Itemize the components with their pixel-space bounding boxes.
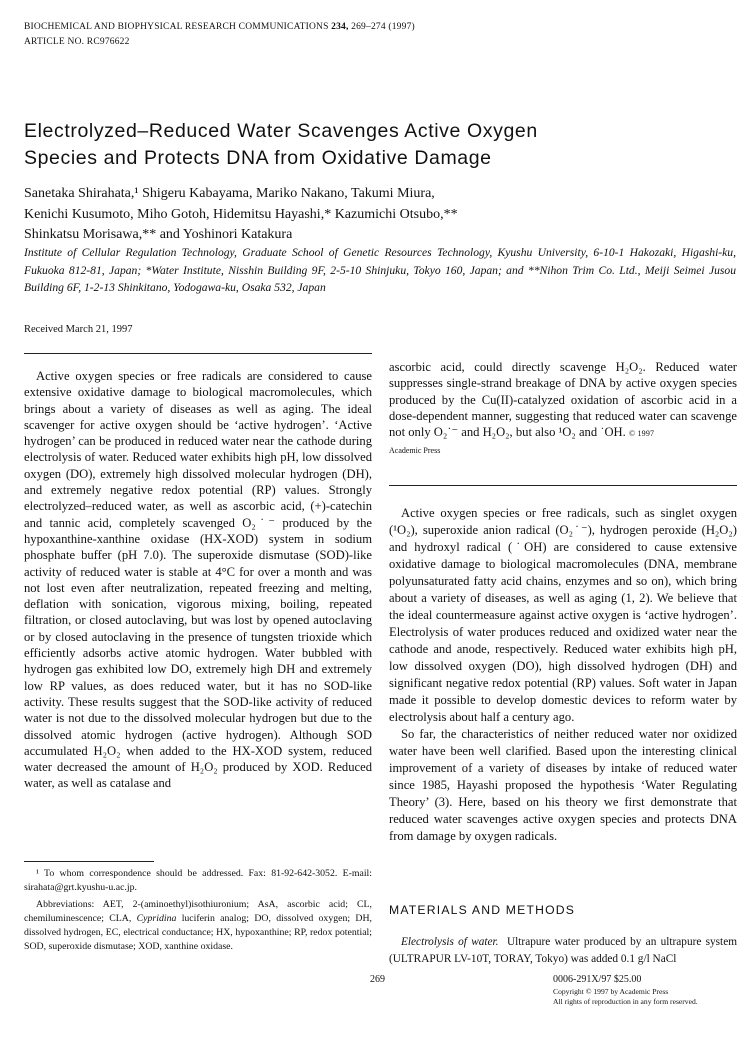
abstract-left-column [24, 368, 372, 792]
abbreviations-footnote [24, 898, 372, 955]
footer-copyright-line: Copyright © 1997 by Academic Press [553, 987, 669, 996]
paper-title [24, 118, 724, 172]
page-number: 269 [370, 974, 385, 985]
right-column-rule [389, 485, 737, 486]
abbrev-italic: Cypridina [136, 912, 177, 924]
journal-name: BIOCHEMICAL AND BIOPHYSICAL RESEARCH COMMUNICATIONS [24, 22, 329, 32]
introduction-body [389, 505, 737, 845]
methods-subhead: Electrolysis of water. [401, 936, 499, 948]
article-no-label: ARTICLE NO. [24, 37, 85, 47]
title-line-2: Species and Protects DNA from Oxidative Damage [24, 147, 492, 169]
journal-header [24, 22, 415, 32]
abstract-text-left: Active oxygen species or free radicals are considered to cause extensive oxidative damage to biological macromolecules, which brings about a variety of diseases as well as aging. The ideal scavenger for active oxygen should be ‘active hydrogen’. ‘Active hydrogen’ can be produced in reduced water near the cathode during electrolysis of water. Reduced water exhibits high pH, low dissolved oxygen (DO), extremely high dissolved molecular hydrogen (DH), and extremely negative redox potential (RP) values. Strongly electrolyzed–reduced water, as well as ascorbic acid, (+)-catechin and tannic acid, completely scavenged O₂˙⁻ produced by the hypoxanthine-xanthine oxidase (HX-XOD) system in sodium phosphate buffer (pH 7.0). The superoxide dismutase (SOD)-like activity of reduced water is stable at 4°C for over a month and was not lost even after neutralization, repeated freezing and melting, deflation with sonication, vigorous mixing, boiling, repeated filtration, or closed autoclaving, but was lost by opened autoclaving or by closed autoclaving in the presence of tungsten trioxide which efficiently adsorbs active atomic hydrogen. Water bubbled with hydrogen gas exhibited low DO, extremely high DH and extremely low RP values, as does reduced water, but it has no SOD-like activity. These results suggest that the SOD-like activity of reduced water is not due to the dissolved molecular hydrogen but due to the dissolved atomic hydrogen (active hydrogen). Although SOD accumulated H₂O₂ when added to the HX-XOD system, reduced water decreased the amount of H₂O₂ produced by XOD. Reduced water, as well as catalase and [24, 369, 372, 791]
section-heading-methods: MATERIALS AND METHODS [389, 903, 576, 917]
left-column-rule [24, 353, 372, 354]
author-line-2: Kenichi Kusumoto, Miho Gotoh, Hidemitsu Hayashi,* Kazumichi Otsubo,** [24, 206, 458, 222]
methods-body: Ultrapure water produced by an ultrapure system (ULTRAPUR LV-10T, TORAY, Tokyo) was added 0.1 g/l NaCl [389, 936, 737, 965]
abstract-continuation: ascorbic acid, could directly scavenge H₂O₂. Reduced water suppresses single-strand breakage of DNA by active oxygen species produced by the Cu(II)-catalyzed oxidation of ascorbic acid in a dose-dependent manner, suggesting that reduced water can scavenge not only O₂˙⁻ and H₂O₂, but also ¹O₂ and ˙OH. [389, 360, 737, 440]
article-no-value: RC976622 [86, 37, 130, 47]
abstract-press: Academic Press [389, 446, 441, 456]
issn-price: 0006-291X/97 $25.00 [553, 974, 642, 985]
author-list [24, 184, 724, 246]
abstract-text-right [389, 359, 737, 460]
footnotes [24, 867, 372, 957]
author-line-3: Shinkatsu Morisawa,** and Yoshinori Katakura [24, 227, 293, 242]
author-line-1: Sanetaka Shirahata,¹ Shigeru Kabayama, Mariko Nakano, Takumi Miura, [24, 186, 435, 201]
correspondence-footnote: ¹ To whom correspondence should be addressed. Fax: 81-92-642-3052. E-mail: sirahata@grt.kyushu-u.ac.jp. [24, 868, 372, 894]
intro-paragraph-2: So far, the characteristics of neither reduced water nor oxidized water have been well clarified. Based upon the interesting clinical improvement of a variety of diseases by intake of reduced water since 1985, Hayashi proposed the hypothesis ‘Water Regulating Theory’ (3). Here, based on his theory we first demonstrate that reduced water scavenges active oxygen species and protects DNA from damage by oxygen radicals. [389, 727, 737, 843]
footnote-rule [24, 861, 154, 862]
abstract-copyright: © 1997 [628, 429, 655, 439]
abbrev-text-2: luciferin analog; DO, dissolved oxygen; DH, dissolved hydrogen, EC, electrical conductance; HX, hypoxanthine; RP, redox potential; SOD, superoxide dismutase; XOD, xanthine oxidase. [24, 912, 373, 953]
journal-pages: 269–274 (1997) [351, 22, 415, 32]
methods-text [389, 934, 737, 967]
abbrev-text-1: Abbreviations: AET, 2-(aminoethyl)isothiuronium; AsA, ascorbic acid; CL, chemiluminescence; CLA, [24, 898, 372, 924]
affiliation: Institute of Cellular Regulation Technology, Graduate School of Genetic Resources Technology, Kyushu University, 6-10-1 Hakozaki, Higashi-ku, Fukuoka 812-81, Japan; *Water Institute, Nisshin Building 9F, 2-5-10 Shinjuku, Tokyo 160, Japan; and **Nihon Trim Co. Ltd., Meiji Seimei Jusou Building 6F, 1-2-13 Shinkitano, Yodogawa-ku, Osaka 532, Japan [24, 246, 736, 294]
article-number [24, 37, 130, 47]
received-date: Received March 21, 1997 [24, 324, 133, 335]
abstract-right-column [389, 359, 737, 460]
footer-copyright [553, 987, 698, 1007]
footer-rights-line: All rights of reproduction in any form reserved. [553, 997, 698, 1006]
title-line-1: Electrolyzed–Reduced Water Scavenges Active Oxygen [24, 120, 538, 142]
journal-volume: 234, [331, 22, 349, 32]
intro-paragraph-1: Active oxygen species or free radicals, such as singlet oxygen (¹O₂), superoxide anion radical (O₂˙⁻), hydrogen peroxide (H₂O₂) and hydroxyl radical (˙OH) are considered to cause extensive oxidative damage to biological macromolecules (DNA, membrane polyunsaturated fatty acid chains, enzymes and so on), which bring about a variety of diseases, as well as aging (1, 2). We believe that the ideal countermeasure against active oxygen is ‘active hydrogen’. Electrolysis of water produces reduced and oxidized water near the cathode and anode, respectively. Reduced water exhibits high pH, low dissolved oxygen (DO), high dissolved hydrogen (DH) and significant negative redox potential (RP) values. Soft water in Japan made it possible to develop domestic devices to reform water by electrolysis about half a century ago. [389, 506, 737, 724]
